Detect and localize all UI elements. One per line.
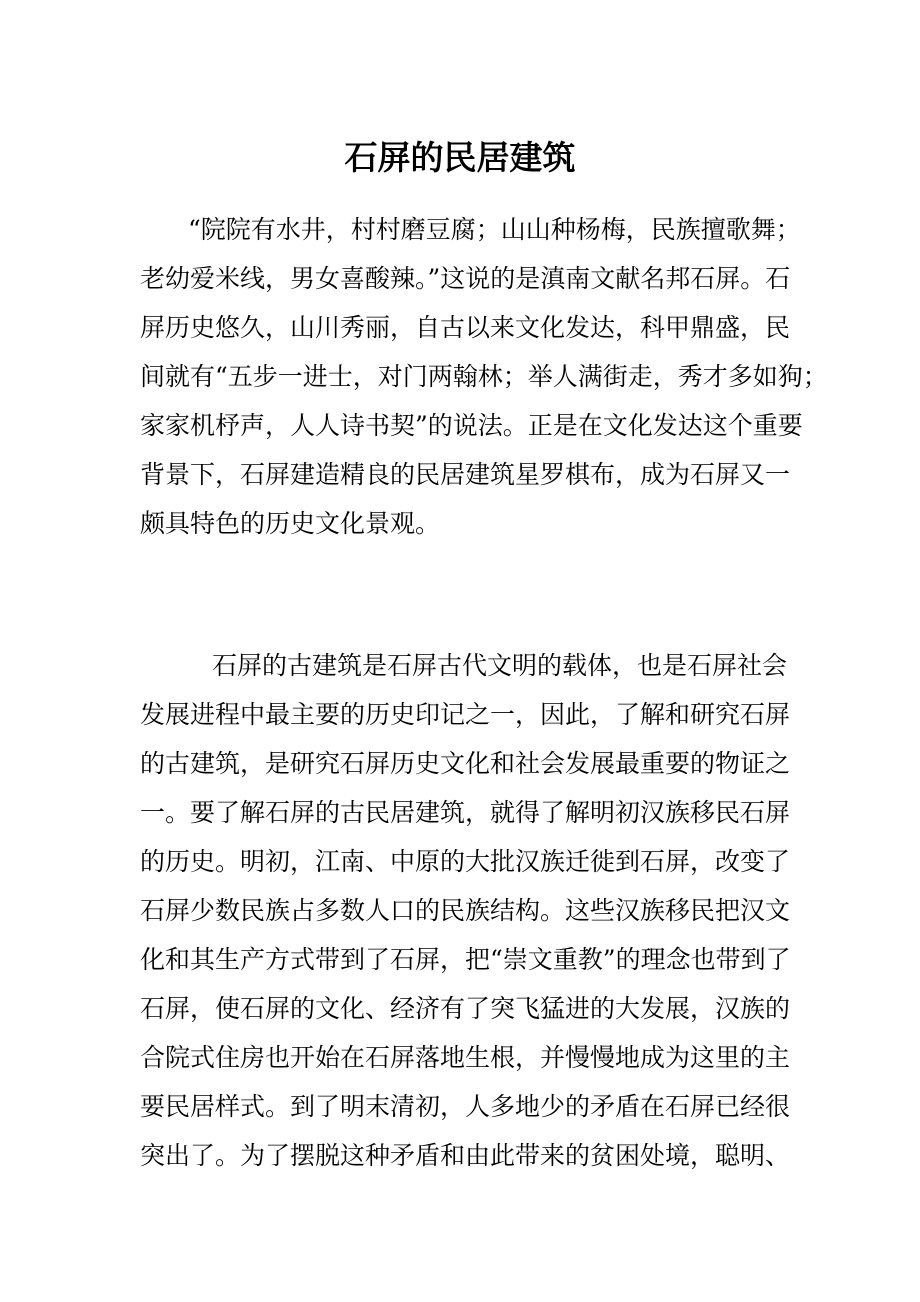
paragraph-intro: [140, 205, 828, 548]
text-line: 老幼爱米线，男女喜酸辣。”这说的是滇南文献名邦石屏。石: [140, 264, 791, 293]
text-line: 发展进程中最主要的历史印记之一，因此，了解和研究石屏: [140, 700, 791, 729]
text-line: 家家机杼声，人人诗书契”的说法。正是在文化发达这个重要: [140, 411, 803, 440]
text-line: 石屏，使石屏的文化、经济有了突飞猛进的大发展，汉族的: [140, 994, 791, 1023]
paragraph-architecture: [140, 641, 791, 1180]
text-line: 化和其生产方式带到了石屏，把“崇文重教”的理念也带到了: [140, 945, 791, 974]
text-line: “院院有水井，村村磨豆腐；山山种杨梅，民族擅歌舞；: [188, 215, 801, 244]
text-line: 颇具特色的历史文化景观。: [140, 509, 441, 538]
text-line: 间就有“五步一进士，对门两翰林；举人满街走，秀才多如狗；: [140, 362, 828, 391]
text-line: 背景下，石屏建造精良的民居建筑星罗棋布，成为石屏又一: [140, 460, 791, 489]
page-title: 石屏的民居建筑: [344, 138, 576, 178]
text-line: 石屏少数民族占多数人口的民族结构。这些汉族移民把汉文: [140, 896, 791, 925]
text-line: 石屏的古建筑是石屏古代文明的载体，也是石屏社会: [212, 651, 788, 680]
text-line: 要民居样式。到了明末清初，人多地少的矛盾在石屏已经很: [140, 1092, 791, 1121]
text-line: 合院式住房也开始在石屏落地生根，并慢慢地成为这里的主: [140, 1043, 791, 1072]
text-line: 的历史。明初，江南、中原的大批汉族迁徙到石屏，改变了: [140, 847, 791, 876]
text-line: 的古建筑，是研究石屏历史文化和社会发展最重要的物证之: [140, 749, 791, 778]
text-line: 突出了。为了摆脱这种矛盾和由此带来的贫困处境，聪明、: [140, 1141, 791, 1170]
text-line: 屏历史悠久，山川秀丽，自古以来文化发达，科甲鼎盛，民: [140, 313, 791, 342]
text-line: 一。要了解石屏的古民居建筑，就得了解明初汉族移民石屏: [140, 798, 791, 827]
